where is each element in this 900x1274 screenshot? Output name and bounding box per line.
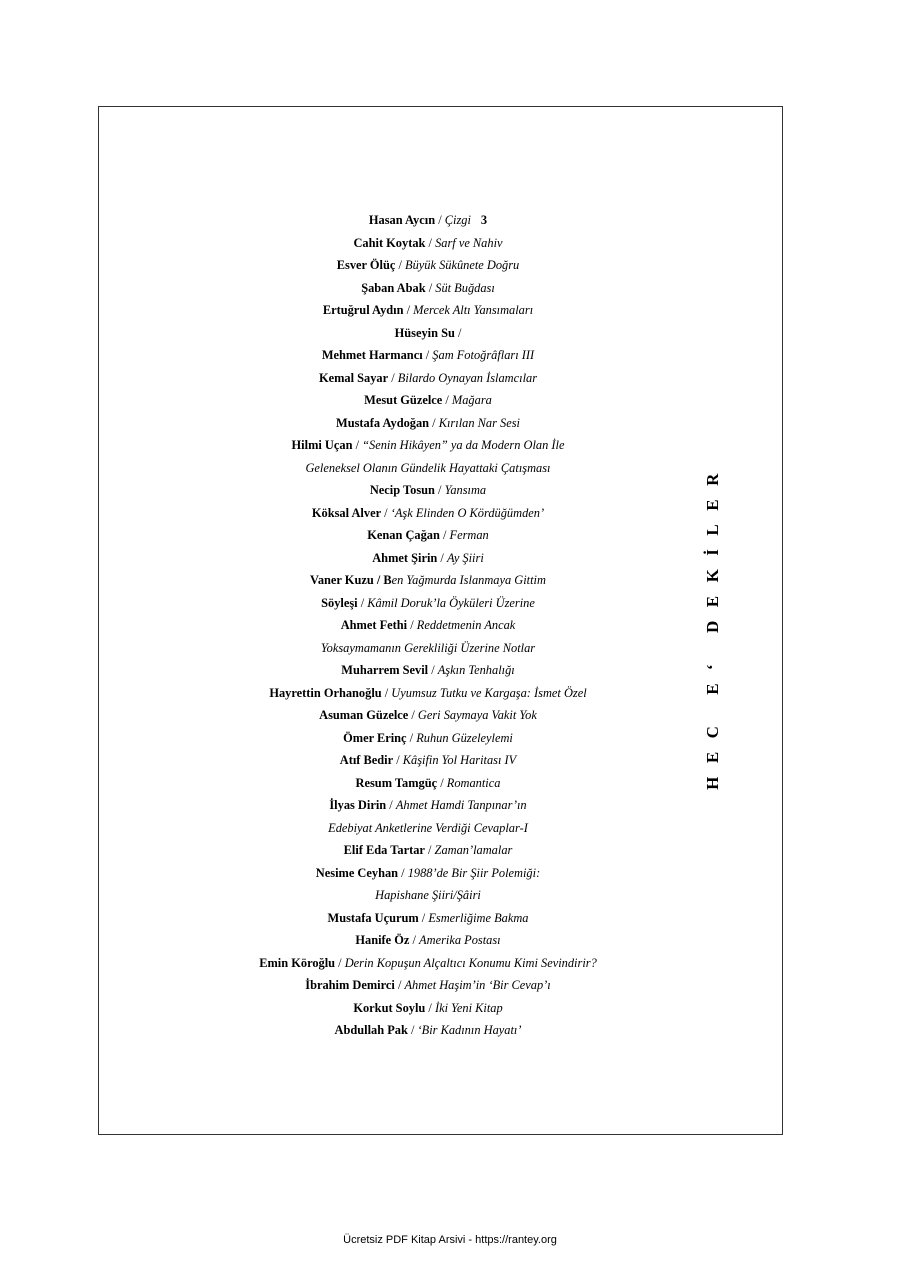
toc-author: Elif Eda Tartar: [343, 843, 425, 857]
toc-entry: [0, 659, 856, 682]
toc-entry: [0, 592, 856, 615]
toc-separator: /: [386, 798, 396, 812]
toc-separator: /: [407, 618, 417, 632]
vertical-section-title: [700, 460, 726, 790]
toc-author: Hüseyin Su: [394, 325, 455, 340]
toc-entry: [0, 727, 856, 750]
toc-author: Vaner Kuzu / B: [310, 573, 392, 587]
toc-entry: [0, 299, 856, 322]
toc-separator: /: [434, 483, 445, 497]
toc-author: Resum Tamgüç: [355, 775, 438, 790]
toc-author: Ahmet Fethi: [340, 618, 408, 632]
toc-separator: /: [422, 348, 433, 362]
toc-entry: [0, 524, 856, 547]
toc-title: Ay Şiiri: [446, 550, 484, 565]
toc-separator: /: [394, 978, 405, 992]
toc-author: Mustafa Uçurum: [327, 910, 419, 925]
toc-title: Romantica: [446, 775, 501, 790]
toc-separator: /: [425, 280, 436, 295]
toc-entry: [0, 277, 856, 300]
toc-title: Reddetmenin Ancak: [416, 618, 516, 632]
toc-entry: [0, 704, 856, 727]
toc-title: Ferman: [449, 528, 489, 542]
toc-separator: /: [437, 550, 447, 565]
toc-separator: /: [398, 865, 408, 880]
toc-author: Cahit Koytak: [353, 235, 426, 250]
toc-title: Uyumsuz Tutku ve Kargaşa: İsmet Özel: [391, 685, 587, 700]
toc-entry: [0, 344, 856, 367]
toc-entry: [0, 254, 856, 277]
toc-entry: [0, 547, 856, 570]
toc-author: Ahmet Şirin: [372, 550, 438, 565]
toc-entry: [0, 749, 856, 772]
toc-entry: [0, 929, 856, 952]
toc-title: Mağara: [451, 393, 492, 407]
toc-separator: /: [393, 753, 403, 767]
toc-separator: /: [357, 595, 368, 610]
toc-title: Yoksaymamanın Gerekliliği Üzerine Notlar: [320, 640, 536, 655]
toc-separator: /: [454, 325, 462, 340]
toc-author: Esver Ölüç: [336, 258, 396, 272]
toc-title: ‘Aşk Elinden O Kördüğümden’: [390, 505, 545, 520]
toc-entry: [0, 997, 856, 1020]
toc-separator: /: [409, 933, 420, 947]
toc-title: “Senin Hikâyen” ya da Modern Olan İle: [362, 438, 565, 452]
toc-author: Mesut Güzelce: [364, 393, 443, 407]
toc-entry: [0, 389, 856, 412]
toc-entry: [0, 614, 856, 637]
toc-title: Geri Saymaya Vakit Yok: [417, 708, 537, 722]
toc-entry: [0, 479, 856, 502]
toc-entry: [0, 974, 856, 997]
toc-title: Geleneksel Olanın Gündelik Hayattaki Çatışması: [305, 460, 551, 475]
toc-entry: [0, 862, 856, 885]
toc-title: Esmerliğime Bakma: [428, 910, 529, 925]
toc-author: Hasan Aycın: [368, 213, 436, 227]
toc-title: Kırılan Nar Sesi: [438, 415, 520, 430]
toc-title: Yansıma: [444, 483, 487, 497]
toc-author: Ömer Erinç: [343, 730, 407, 745]
toc-separator: /: [442, 393, 452, 407]
toc-title: 1988’de Bir Şiir Polemiği:: [407, 865, 541, 880]
toc-separator: /: [424, 843, 435, 857]
toc-separator: /: [439, 528, 450, 542]
toc-separator: /: [418, 910, 429, 925]
toc-author: Köksal Alver: [311, 505, 382, 520]
toc-author: İbrahim Demirci: [305, 978, 395, 992]
toc-title: ‘Bir Kadının Hayatı’: [417, 1023, 522, 1037]
toc-separator: /: [352, 438, 363, 452]
toc-author: Kenan Çağan: [367, 528, 440, 542]
toc-title: Şam Fotoğrâfları III: [432, 348, 535, 362]
toc-separator: /: [428, 663, 438, 677]
toc-separator: /: [381, 685, 392, 700]
toc-entry: [0, 1019, 856, 1042]
toc-separator: /: [435, 213, 445, 227]
toc-author: Hayrettin Orhanoğlu: [269, 685, 382, 700]
toc-title: Süt Buğdası: [435, 280, 495, 295]
toc-author: Şaban Abak: [361, 280, 426, 295]
toc-author: Atıf Bedir: [339, 753, 394, 767]
toc-author: Kemal Sayar: [318, 370, 389, 385]
toc-separator: /: [437, 775, 447, 790]
vertical-title-text: HEC E‘ DEKİLER: [703, 460, 722, 790]
toc-title: Kâşifin Yol Haritası IV: [402, 753, 517, 767]
toc-title: Kâmil Doruk’la Öyküleri Üzerine: [367, 595, 535, 610]
toc-page-number: 3: [480, 213, 488, 227]
toc-title: Derin Kopuşun Alçaltıcı Konumu Kimi Sevindirir?: [344, 955, 597, 970]
toc-author: Abdullah Pak: [334, 1023, 408, 1037]
toc-entry: [0, 952, 856, 975]
toc-author: Necip Tosun: [369, 483, 435, 497]
toc-separator: /: [406, 730, 417, 745]
toc-title: en Yağmurda Islanmaya Gittim: [391, 573, 546, 587]
toc-title: Aşkın Tenhalığı: [437, 663, 515, 677]
toc-author: Mehmet Harmancı: [321, 348, 423, 362]
toc-title: Mercek Altı Yansımaları: [413, 303, 534, 317]
toc-separator: /: [425, 1000, 435, 1015]
toc-author: Nesime Ceyhan: [315, 865, 399, 880]
toc-author: Korkut Soylu: [353, 1000, 426, 1015]
toc-separator: /: [403, 303, 414, 317]
toc-separator: /: [429, 415, 439, 430]
toc-entry: [0, 434, 856, 457]
toc-author: Muharrem Sevil: [341, 663, 429, 677]
toc-entry: [0, 412, 856, 435]
toc-separator: /: [408, 708, 418, 722]
toc-title: Hapishane Şiiri/Şâiri: [375, 888, 481, 902]
toc-entry: [0, 232, 856, 255]
toc-entry: [0, 569, 856, 592]
toc-author: Söyleşi: [321, 595, 358, 610]
toc-title: Büyük Sükûnete Doğru: [405, 258, 520, 272]
toc-separator: /: [388, 370, 398, 385]
toc-entry: [0, 907, 856, 930]
toc-entry: [0, 457, 856, 480]
toc-separator: /: [395, 258, 406, 272]
toc-entry: [0, 367, 856, 390]
toc-entry: [0, 772, 856, 795]
toc-entry: [0, 682, 856, 705]
toc-entry: [0, 817, 856, 840]
toc-title: Çizgi: [444, 213, 471, 227]
toc-entry: [0, 839, 856, 862]
toc-entry: [0, 794, 856, 817]
toc-author: Hilmi Uçan: [291, 438, 353, 452]
toc-author: Emin Köroğlu: [259, 955, 336, 970]
toc-author: Asuman Güzelce: [319, 708, 409, 722]
toc-separator: /: [425, 235, 436, 250]
toc-author: İlyas Dirin: [329, 798, 387, 812]
toc-title: Edebiyat Anketlerine Verdiği Cevaplar-I: [328, 820, 528, 835]
toc-entry: [0, 322, 856, 345]
toc-entry: [0, 502, 856, 525]
toc-title: İki Yeni Kitap: [434, 1000, 503, 1015]
footer-text: Ücretsiz PDF Kitap Arsivi - https://rantey.org: [343, 1234, 557, 1246]
toc-entry: [0, 884, 856, 907]
toc-title: Ahmet Haşim’in ‘Bir Cevap’ı: [404, 978, 551, 992]
toc-author: Ertuğrul Aydın: [322, 303, 404, 317]
toc-separator: /: [381, 505, 391, 520]
table-of-contents: [0, 209, 856, 1042]
toc-title: Sarf ve Nahiv: [435, 235, 503, 250]
toc-title: Ahmet Hamdi Tanpınar’ın: [395, 798, 527, 812]
toc-separator: /: [335, 955, 345, 970]
toc-author: Mustafa Aydoğan: [336, 415, 430, 430]
toc-entry: [0, 209, 856, 232]
toc-title: Amerika Postası: [419, 933, 501, 947]
toc-separator: /: [407, 1023, 418, 1037]
toc-author: Hanife Öz: [355, 933, 410, 947]
toc-title: Bilardo Oynayan İslamcılar: [397, 370, 538, 385]
toc-entry: [0, 637, 856, 660]
toc-title: Zaman’lamalar: [434, 843, 513, 857]
toc-title: Ruhun Güzeleylemi: [416, 730, 513, 745]
